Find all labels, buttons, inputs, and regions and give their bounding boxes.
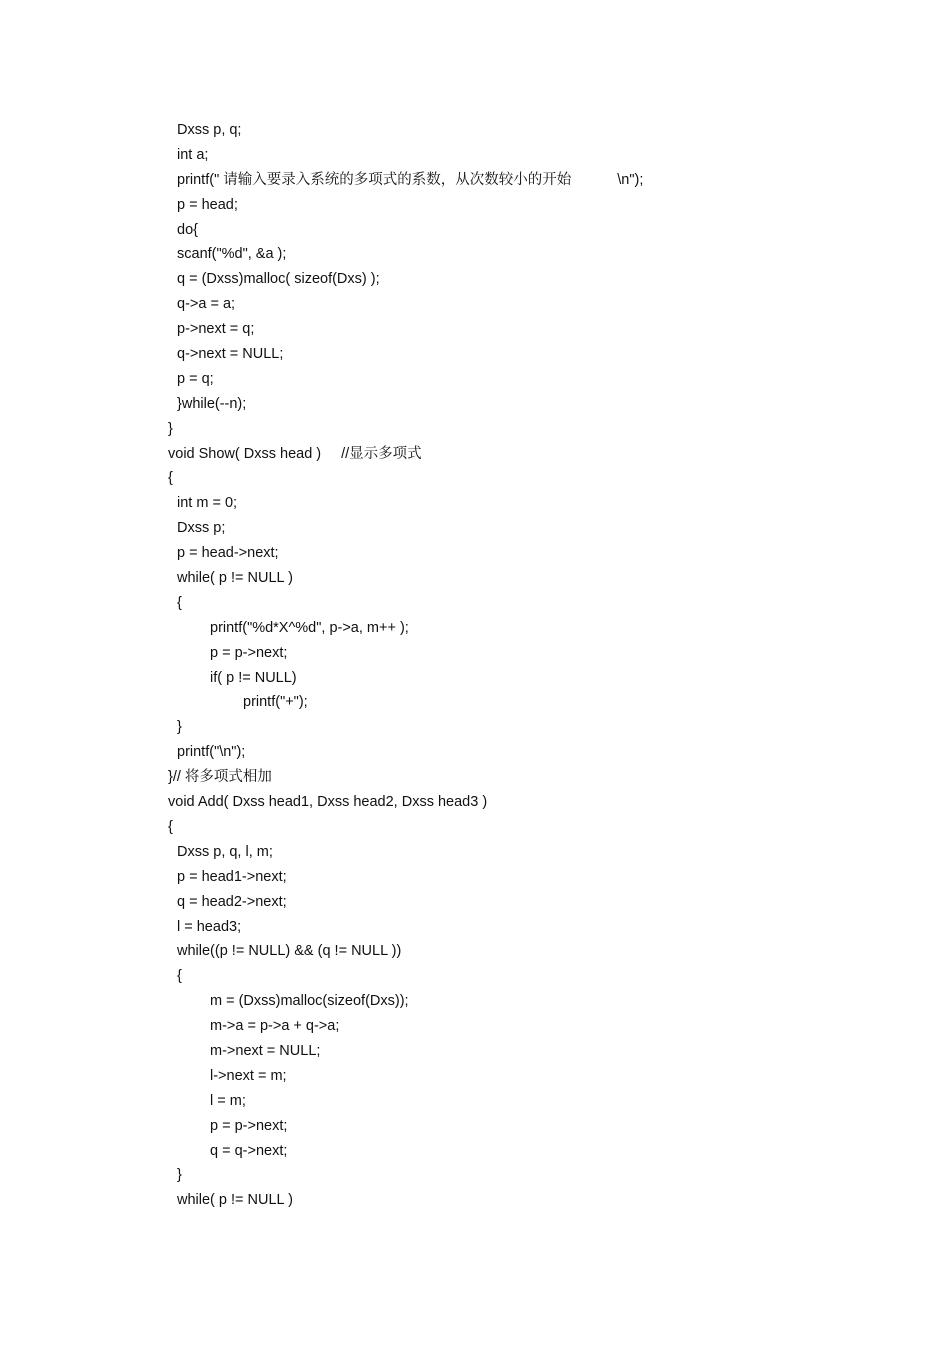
code-text: m = (Dxss)malloc(sizeof(Dxs)); bbox=[210, 993, 409, 1010]
code-line bbox=[168, 964, 888, 989]
code-text: }// 将多项式相加 bbox=[168, 769, 272, 786]
code-line bbox=[168, 740, 888, 765]
code-text: void Show( Dxss head ) bbox=[168, 445, 322, 462]
code-text: l = m; bbox=[210, 1092, 246, 1109]
code-line bbox=[168, 765, 888, 790]
code-line bbox=[168, 1064, 888, 1089]
code-text: p = head1->next; bbox=[177, 868, 287, 885]
code-text: while( p != NULL ) bbox=[177, 1192, 293, 1209]
code-line bbox=[168, 566, 888, 591]
code-comment: //显示多项式 bbox=[341, 445, 422, 462]
code-listing bbox=[168, 118, 888, 1213]
code-line bbox=[168, 715, 888, 740]
code-line bbox=[168, 292, 888, 317]
code-text: } bbox=[168, 420, 173, 437]
code-line bbox=[168, 218, 888, 243]
code-line bbox=[168, 641, 888, 666]
code-text: Dxss p; bbox=[177, 520, 226, 537]
code-line bbox=[168, 1188, 888, 1213]
code-line bbox=[168, 1139, 888, 1164]
code-line bbox=[168, 267, 888, 292]
code-text: while( p != NULL ) bbox=[177, 570, 293, 587]
code-line bbox=[168, 342, 888, 367]
code-line bbox=[168, 690, 888, 715]
code-line bbox=[168, 466, 888, 491]
code-text: q = (Dxss)malloc( sizeof(Dxs) ); bbox=[177, 271, 380, 288]
code-text: p = head; bbox=[177, 196, 238, 213]
code-text: { bbox=[177, 968, 182, 985]
code-text: printf(" 请输入要录入系统的多项式的系数，从次数较小的开始 bbox=[177, 171, 572, 188]
code-text: while((p != NULL) && (q != NULL )) bbox=[177, 943, 402, 960]
code-text: Dxss p, q, l, m; bbox=[177, 843, 273, 860]
code-line bbox=[168, 989, 888, 1014]
code-line bbox=[168, 143, 888, 168]
code-line bbox=[168, 666, 888, 691]
code-line bbox=[168, 1163, 888, 1188]
code-text: } bbox=[177, 719, 182, 736]
code-line bbox=[168, 516, 888, 541]
code-text: m->a = p->a + q->a; bbox=[210, 1018, 340, 1035]
code-text: int m = 0; bbox=[177, 495, 238, 512]
code-line bbox=[168, 491, 888, 516]
code-text: Dxss p, q; bbox=[177, 122, 242, 138]
code-line bbox=[168, 442, 888, 467]
code-line bbox=[168, 193, 888, 218]
code-text: p = p->next; bbox=[210, 1117, 288, 1134]
code-text: p = head->next; bbox=[177, 545, 279, 562]
code-line bbox=[168, 392, 888, 417]
code-text: l->next = m; bbox=[210, 1067, 287, 1084]
code-text: q->next = NULL; bbox=[177, 346, 284, 363]
code-text: { bbox=[168, 818, 173, 835]
code-line bbox=[168, 1014, 888, 1039]
code-text: } bbox=[177, 1167, 182, 1184]
code-line bbox=[168, 1089, 888, 1114]
code-text: if( p != NULL) bbox=[210, 669, 297, 686]
code-line bbox=[168, 616, 888, 641]
code-line bbox=[168, 367, 888, 392]
code-text: { bbox=[177, 594, 182, 611]
code-line bbox=[168, 890, 888, 915]
code-text: p->next = q; bbox=[177, 321, 255, 338]
code-text: printf("%d*X^%d", p->a, m++ ); bbox=[210, 619, 409, 636]
code-text: void Add( Dxss head1, Dxss head2, Dxss head3 ) bbox=[168, 794, 488, 811]
code-line bbox=[168, 939, 888, 964]
code-text: q = head2->next; bbox=[177, 893, 287, 910]
code-line bbox=[168, 1039, 888, 1064]
code-line bbox=[168, 840, 888, 865]
code-line bbox=[168, 591, 888, 616]
code-line bbox=[168, 790, 888, 815]
code-text: l = head3; bbox=[177, 918, 242, 935]
code-line bbox=[168, 865, 888, 890]
code-line bbox=[168, 541, 888, 566]
code-line bbox=[168, 168, 888, 193]
code-text: m->next = NULL; bbox=[210, 1042, 321, 1059]
code-text: }while(--n); bbox=[177, 395, 247, 412]
code-line bbox=[168, 815, 888, 840]
code-line bbox=[168, 1114, 888, 1139]
code-line bbox=[168, 417, 888, 442]
code-text-tail: \n"); bbox=[617, 171, 644, 188]
code-text: p = q; bbox=[177, 370, 214, 387]
code-text: q->a = a; bbox=[177, 296, 236, 313]
code-text: { bbox=[168, 470, 173, 487]
code-text: q = q->next; bbox=[210, 1142, 288, 1159]
code-text: int a; bbox=[177, 146, 209, 163]
code-text: scanf("%d", &a ); bbox=[177, 246, 287, 263]
code-text: printf("\n"); bbox=[177, 744, 246, 761]
code-line bbox=[168, 242, 888, 267]
code-line bbox=[168, 915, 888, 940]
code-text: do{ bbox=[177, 221, 198, 238]
code-line bbox=[168, 118, 888, 143]
code-line bbox=[168, 317, 888, 342]
code-text: p = p->next; bbox=[210, 644, 288, 661]
code-text: printf("+"); bbox=[243, 694, 308, 711]
